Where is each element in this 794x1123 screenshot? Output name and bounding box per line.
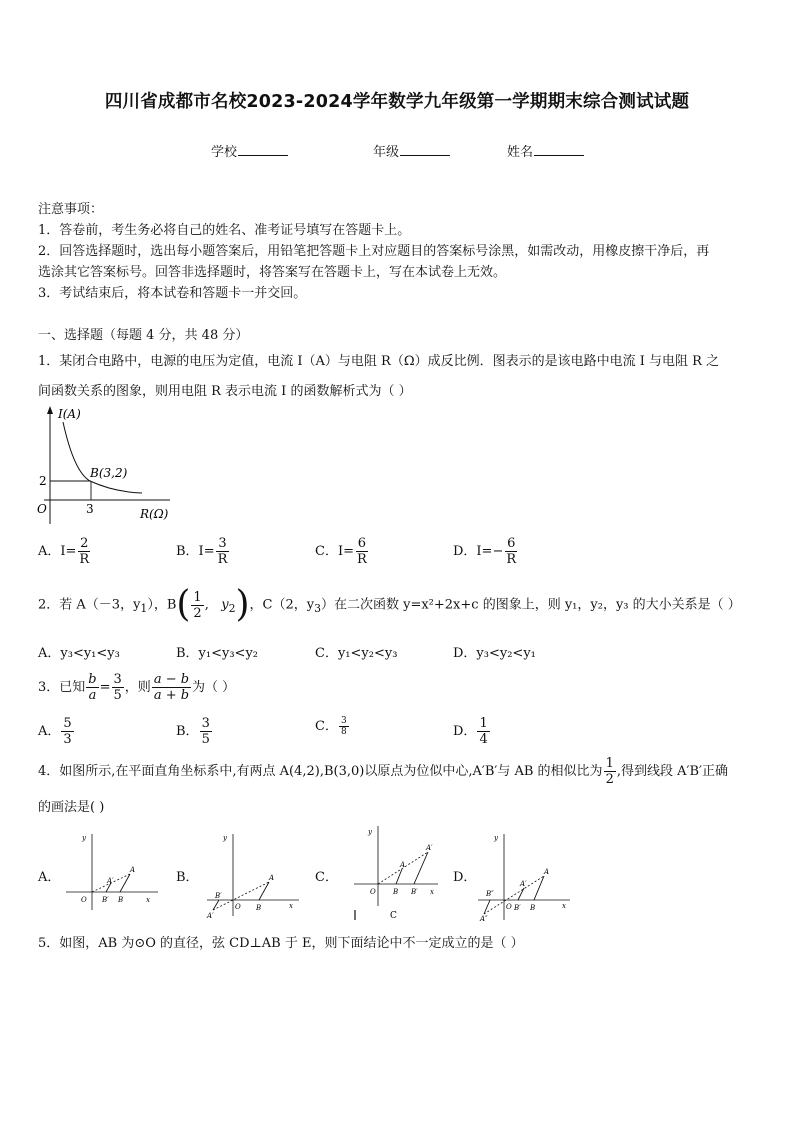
q3-f3num: a − b — [153, 672, 190, 687]
label-a: A — [544, 868, 550, 876]
q2-y2: y — [221, 597, 229, 613]
label-b: B — [118, 896, 124, 904]
xlabel: R(Ω) — [140, 507, 169, 521]
xtick: 3 — [86, 502, 94, 516]
q3-b-label: B． — [176, 724, 199, 739]
note-2a: 2．回答选择题时，选出每小题答案后，用铅笔把答题卡上对应题目的答案标号涂黑，如需改动，用橡皮擦干净后，再 — [38, 244, 710, 259]
q1-c-num: 6 — [357, 536, 367, 551]
origin: O — [235, 903, 241, 911]
q1-d-num: 6 — [507, 536, 516, 551]
q1-line1: 1．某闭合电路中，电源的电压为定值，电流 I（A）与电阻 R（Ω）成反比例．图表示的是该电路中电流 I 与电阻 R 之 — [38, 354, 720, 369]
y-label: y — [494, 834, 498, 842]
q1-d-label: D．I=− — [453, 544, 504, 559]
school-label: 学校 — [211, 145, 238, 160]
q3-b-den: 5 — [201, 732, 210, 747]
x-label: x — [562, 902, 566, 910]
name-blank — [534, 144, 584, 156]
q3-d-frac — [477, 716, 489, 747]
label-b: B — [256, 904, 262, 912]
segment-a2b2 — [484, 900, 490, 914]
q2-sub2: 2 — [228, 602, 236, 616]
label-a2: A″ — [480, 915, 488, 922]
q2-paren-r: ) — [235, 584, 250, 625]
label-a: A — [269, 874, 275, 882]
q4-pre: 4．如图所示,在平面直角坐标系中,有两点 A(4,2),B(3,0)以原点为位似中心,A′B′与 AB 的相似比为 — [38, 764, 603, 779]
q3-d-label: D． — [453, 724, 477, 739]
q4-figure-d — [474, 830, 574, 922]
q3-b-frac — [200, 716, 212, 747]
label-b2: B″ — [486, 890, 494, 898]
grade-label: 年级 — [373, 145, 400, 160]
q2-frac — [191, 590, 203, 621]
q3-eq: = — [99, 680, 111, 695]
q3-frac3 — [152, 672, 191, 703]
q3-f1num: b — [88, 672, 97, 687]
q3-c-den: 8 — [340, 727, 347, 737]
q2-stem: 2．若 A（－3，$y_1$），B( $\frac{1}{2}$ , $y_2$)，C（2，$y_3$）在二次函数 y=x²+2x+c 的图象上，则 y₁，y₂，y₃ 的大小关系是（ ） — [38, 584, 741, 625]
y-label: y — [223, 834, 227, 842]
note-3: 3．考试结束后，将本试卷和答题卡一并交回。 — [38, 286, 307, 301]
name-label: 姓名 — [507, 145, 534, 160]
q3-a-frac — [61, 716, 73, 747]
q1-option-b — [176, 536, 230, 567]
q3-c-frac — [339, 716, 349, 737]
q3-f1den: a — [88, 688, 97, 703]
q2-mid1: ），B — [147, 597, 177, 613]
school-blank — [238, 144, 288, 156]
curve — [63, 422, 142, 493]
q3-a-label: A． — [38, 724, 61, 739]
q2-option-d: D．y₃<y₂<y₁ — [453, 646, 536, 661]
label-b1: B′ — [102, 896, 109, 904]
q1-option-d — [453, 536, 519, 567]
q1-line2: 间函数关系的图象，则用电阻 R 表示电流 I 的函数解析式为（ ） — [38, 384, 412, 399]
label-b: B — [393, 888, 399, 896]
segment-ab — [396, 869, 402, 884]
caption-c: C — [390, 911, 397, 921]
q3-d-num: 1 — [479, 716, 488, 731]
q2-pre: 2．若 A（－3，y — [38, 597, 141, 613]
y-axis-arrow — [47, 406, 53, 414]
q1-option-a — [38, 536, 92, 567]
label-b1: B′ — [514, 904, 521, 912]
q1-c-label: C．I= — [315, 544, 354, 559]
q1-b-den: R — [217, 552, 228, 567]
label-a1: A′ — [207, 912, 214, 918]
point-label: B(3,2) — [90, 466, 128, 480]
q4-option-c: C． — [315, 870, 338, 885]
section-heading: 一、选择题（每题 4 分，共 48 分） — [38, 328, 249, 343]
grade-blank — [400, 144, 450, 156]
label-a: A — [130, 866, 136, 874]
q4-option-a: A． — [38, 870, 61, 885]
label-a1: A′ — [520, 880, 527, 888]
q3-f3den: a + b — [153, 688, 190, 703]
q4-frac — [604, 756, 616, 787]
x-label: x — [430, 888, 434, 896]
q4-figure-c — [348, 822, 440, 922]
y-label: y — [368, 828, 372, 836]
q4-figure-b — [203, 830, 303, 918]
q2-fnum: 1 — [193, 589, 202, 605]
q3-f2den: 5 — [113, 688, 122, 703]
q1-option-c — [315, 536, 370, 567]
q2-option-c: C．y₁<y₂<y₃ — [315, 646, 398, 661]
origin: O — [81, 896, 87, 904]
label-b: B — [530, 904, 536, 912]
school-field — [211, 141, 288, 160]
q4-line2: 的画法是( ) — [38, 800, 105, 815]
q3-option-a — [38, 716, 75, 747]
q1-b-frac — [216, 536, 230, 567]
q2-fden: 2 — [193, 605, 202, 621]
q4-stem — [38, 756, 728, 788]
q3-frac2 — [112, 672, 124, 703]
origin: O — [370, 888, 376, 896]
segment-a1b1 — [414, 852, 428, 884]
q2-sub3: 3 — [314, 602, 321, 616]
label-a1: A′ — [107, 877, 114, 885]
label-a: A — [400, 861, 406, 869]
q1-a-frac — [77, 536, 91, 567]
name-field — [507, 141, 584, 160]
label-b1: B′ — [411, 888, 418, 896]
ylabel: I(A) — [58, 407, 81, 421]
q4-fnum: 1 — [605, 756, 614, 771]
q1-graph — [34, 404, 174, 524]
q3-option-d — [453, 716, 491, 747]
q2-option-b: B．y₁<y₃<y₂ — [176, 646, 259, 661]
q1-c-den: R — [356, 552, 367, 567]
q1-c-frac — [355, 536, 369, 567]
q2-post: ）在二次函数 y=x²+2x+c 的图象上，则 y₁，y₂，y₃ 的大小关系是（ ） — [320, 597, 741, 613]
q4-figure-a — [62, 830, 162, 912]
q5-stem: 5．如图，AB 为⊙O 的直径，弦 CD⊥AB 于 E，则下面结论中不一定成立的是（ ） — [38, 936, 524, 951]
note-1: 1．答卷前，考生务必将自己的姓名、准考证号填写在答题卡上。 — [38, 223, 411, 238]
q4-option-b: B． — [176, 870, 199, 885]
origin: O — [37, 502, 47, 516]
x-label: x — [289, 902, 293, 910]
q3-c-label: C． — [315, 719, 338, 734]
q3-a-num: 5 — [63, 716, 72, 731]
x-label: x — [146, 896, 150, 904]
q1-d-den: R — [506, 552, 517, 567]
segment-a1b1 — [213, 900, 219, 910]
q3-then: ，则 — [124, 680, 151, 695]
q1-b-label: B．I= — [176, 544, 215, 559]
page-title: 四川省成都市名校2023-2024学年数学九年级第一学期期末综合测试试题 — [104, 92, 690, 112]
q2-sub1: 1 — [140, 602, 148, 616]
q3-option-c — [315, 716, 350, 737]
q1-a-num: 2 — [80, 536, 89, 551]
q3-f2num: 3 — [113, 672, 122, 687]
q1-b-num: 3 — [218, 536, 227, 551]
note-2b: 选涂其它答案标号。回答非选择题时，将答案写在答题卡上，写在本试卷上无效。 — [38, 265, 507, 280]
label-b1: B′ — [215, 892, 222, 900]
q3-a-den: 3 — [63, 732, 72, 747]
q2-mid2: ，C（2，y — [249, 597, 315, 613]
q4-post: ,得到线段 A′B′正确 — [616, 764, 728, 779]
q3-option-b — [176, 716, 213, 747]
q4-option-d: D． — [453, 870, 477, 885]
notes-heading: 注意事项： — [38, 202, 104, 217]
label-a1: A′ — [426, 844, 433, 852]
q3-post: 为（ ） — [192, 680, 236, 695]
q1-a-den: R — [79, 552, 90, 567]
q1-a-label: A．I= — [38, 544, 77, 559]
q3-stem — [38, 672, 235, 704]
q3-c-num: 3 — [340, 716, 347, 726]
q4-fden: 2 — [605, 772, 614, 787]
q3-b-num: 3 — [201, 716, 210, 731]
q3-d-den: 4 — [479, 732, 488, 747]
y-label: y — [82, 834, 86, 842]
q3-frac1 — [86, 672, 98, 703]
ytick: 2 — [39, 474, 47, 488]
q2-option-a: A．y₃<y₁<y₃ — [38, 646, 120, 661]
segment-a1b1 — [518, 888, 524, 900]
grade-field — [373, 141, 450, 160]
q3-pre: 3．已知 — [38, 680, 86, 695]
origin: O — [506, 903, 512, 911]
q2-paren-l: ( — [176, 584, 191, 625]
q1-d-frac — [504, 536, 518, 567]
